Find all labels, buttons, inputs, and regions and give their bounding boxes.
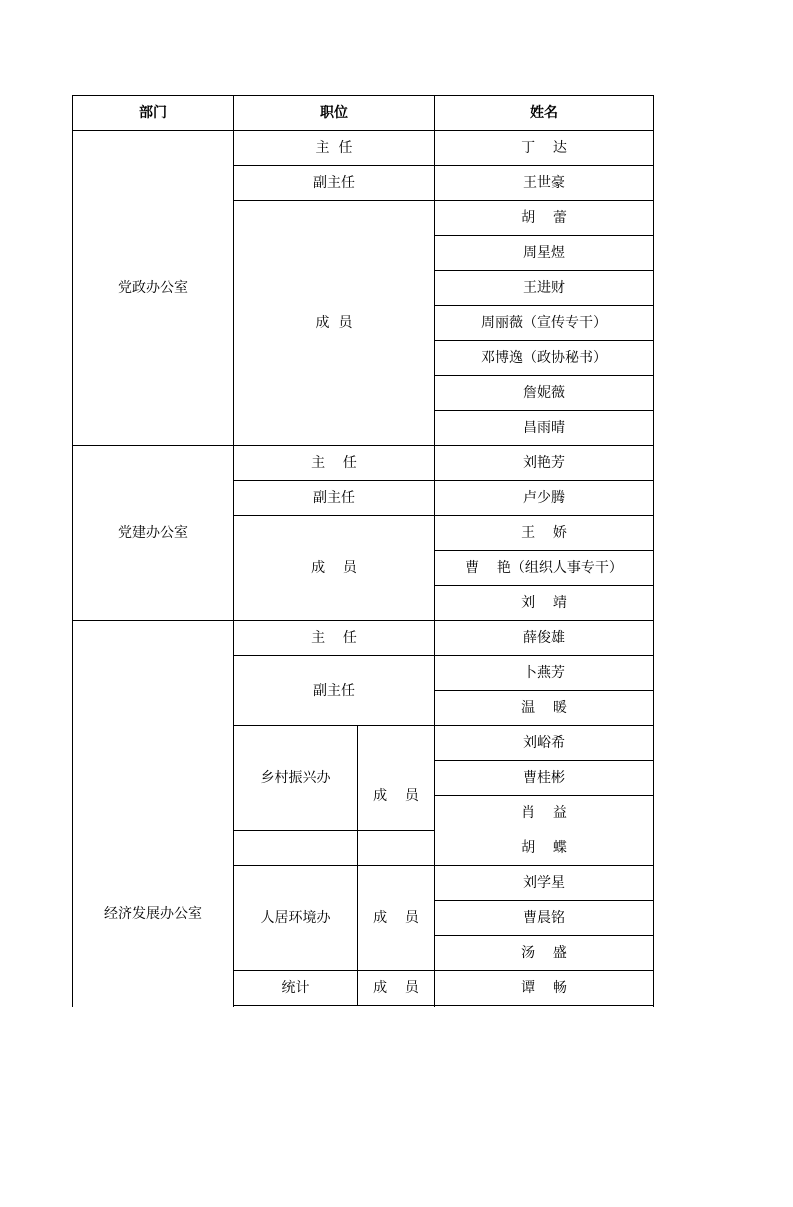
- name-cell: 曹 艳（组织人事专干）: [465, 560, 623, 576]
- name-cell: 肖 益: [521, 805, 567, 821]
- name-cell: 胡 蕾: [521, 210, 567, 226]
- department-cell: 经济发展办公室: [104, 906, 202, 922]
- name-cell: 王世豪: [523, 175, 565, 191]
- name-cell: 詹妮薇: [523, 385, 565, 401]
- department-cell: 党建办公室: [118, 525, 188, 541]
- name-cell: 汤 盛: [521, 945, 567, 961]
- position-cell: 副主任: [313, 682, 355, 699]
- subunit-cell: 人居环境办: [260, 910, 331, 926]
- role-cell: 成 员: [373, 980, 419, 996]
- name-cell: 刘 靖: [521, 595, 567, 611]
- subunit-empty-cell: [234, 831, 357, 865]
- role-cell: 成 员: [373, 787, 419, 804]
- subunit-cell: 乡村振兴办: [260, 770, 331, 786]
- department-cell: 党政办公室: [118, 280, 188, 296]
- name-cell: 薛俊雄: [523, 630, 565, 646]
- name-cell: 胡 蝶: [521, 840, 567, 856]
- role-cell: 成 员: [373, 910, 419, 926]
- name-cell: 王 娇: [521, 525, 567, 541]
- name-cell: 卜燕芳: [523, 665, 565, 681]
- position-cell: 成 员: [311, 560, 357, 576]
- position-cell: 副主任: [313, 490, 355, 506]
- name-cell: 昌雨晴: [523, 420, 565, 436]
- position-cell: 成 员: [315, 315, 353, 331]
- position-cell: 主 任: [315, 140, 353, 156]
- name-cell: 曹桂彬: [523, 770, 565, 786]
- name-cell: 温 暖: [521, 700, 567, 716]
- name-cell: 丁 达: [521, 140, 567, 156]
- name-cell: 王进财: [523, 280, 565, 296]
- name-cell: 周星煜: [523, 245, 565, 261]
- name-cell: 刘学星: [523, 875, 565, 891]
- header-name: 姓名: [530, 105, 558, 121]
- header-department: 部门: [139, 105, 167, 121]
- name-cell: 曹晨铭: [523, 910, 565, 926]
- staff-table: [72, 95, 654, 1007]
- name-cell: 刘艳芳: [523, 455, 565, 471]
- name-cell: 周丽薇（宣传专干）: [481, 315, 607, 331]
- header-position: 职位: [320, 105, 348, 121]
- table-rule: [653, 95, 654, 1007]
- name-cell: 谭 畅: [521, 980, 567, 996]
- name-cell: 卢少腾: [523, 490, 565, 506]
- subunit-cell: 统计: [281, 980, 310, 996]
- position-cell: 主 任: [311, 455, 357, 471]
- table-rule: [233, 1005, 654, 1006]
- name-cell: 刘峪希: [523, 735, 565, 751]
- position-cell: 副主任: [313, 175, 355, 191]
- position-cell: 主 任: [311, 630, 357, 646]
- name-cell: 邓博逸（政协秘书）: [481, 350, 607, 366]
